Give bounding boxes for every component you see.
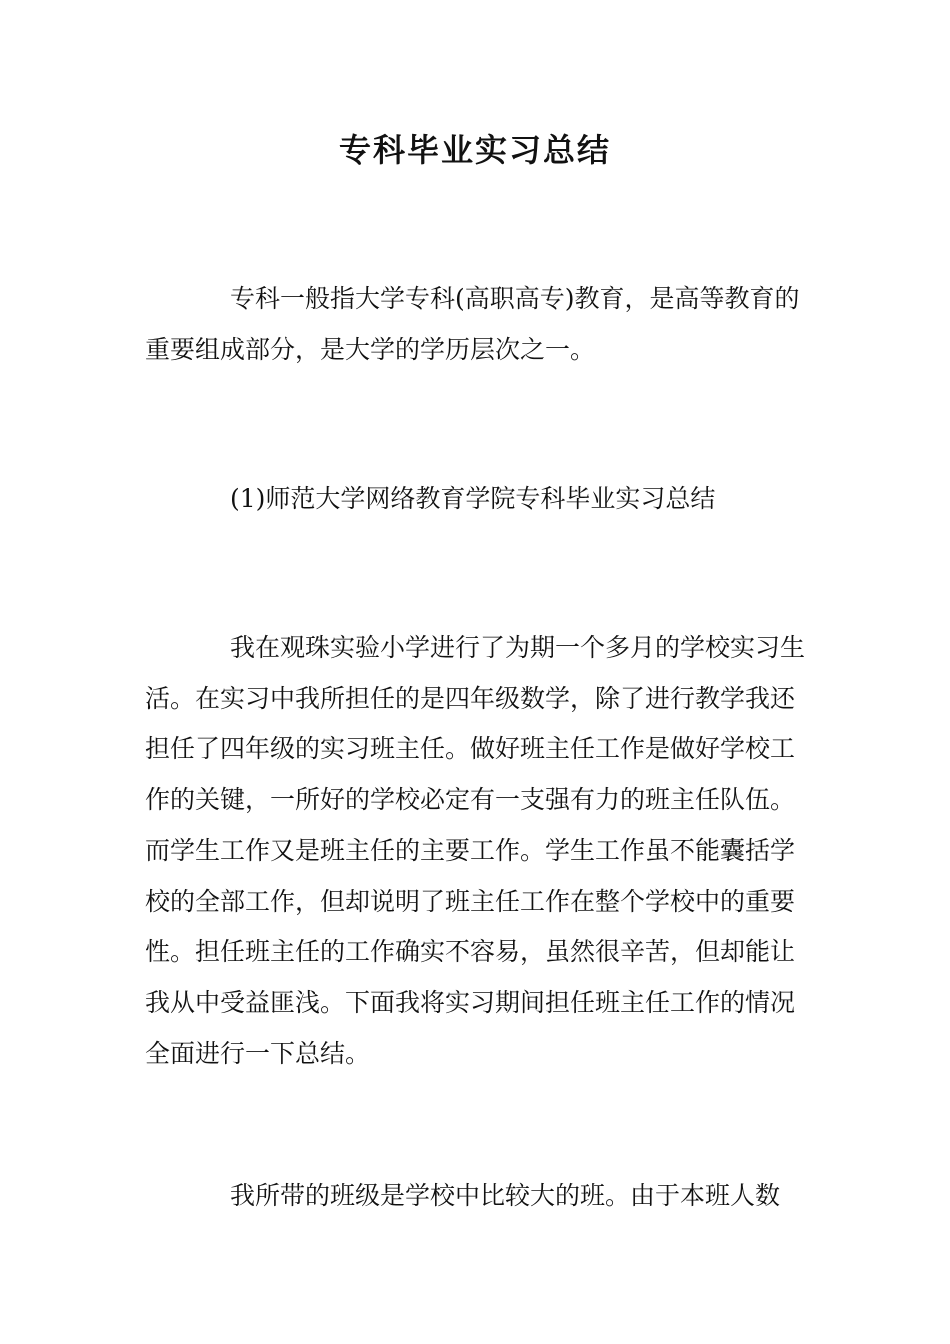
paragraph-internship-summary: 我在观珠实验小学进行了为期一个多月的学校实习生活。在实习中我所担任的是四年级数学，除了进行教学我还担任了四年级的实习班主任。做好班主任工作是做好学校工作的关键，一所好的学校必定有一支强有力的班主任队伍。而学生工作又是班主任的主要工作。学生工作虽不能囊括学校的全部工作，但却说明了班主任工作在整个学校中的重要性。担任班主任的工作确实不容易，虽然很辛苦，但却能让我从中受益匪浅。下面我将实习期间担任班主任工作的情况全面进行一下总结。 (145, 633, 806, 1068)
document-title: 专科毕业实习总结 (338, 131, 611, 169)
paragraph-intro: 专科一般指大学专科(高职高专)教育，是高等教育的重要组成部分，是大学的学历层次之一。 (145, 284, 800, 364)
paragraph-class-description: 我所带的班级是学校中比较大的班。由于本班人数 (230, 1181, 781, 1210)
paragraph-section-heading: (1)师范大学网络教育学院专科毕业实习总结 (230, 484, 716, 513)
